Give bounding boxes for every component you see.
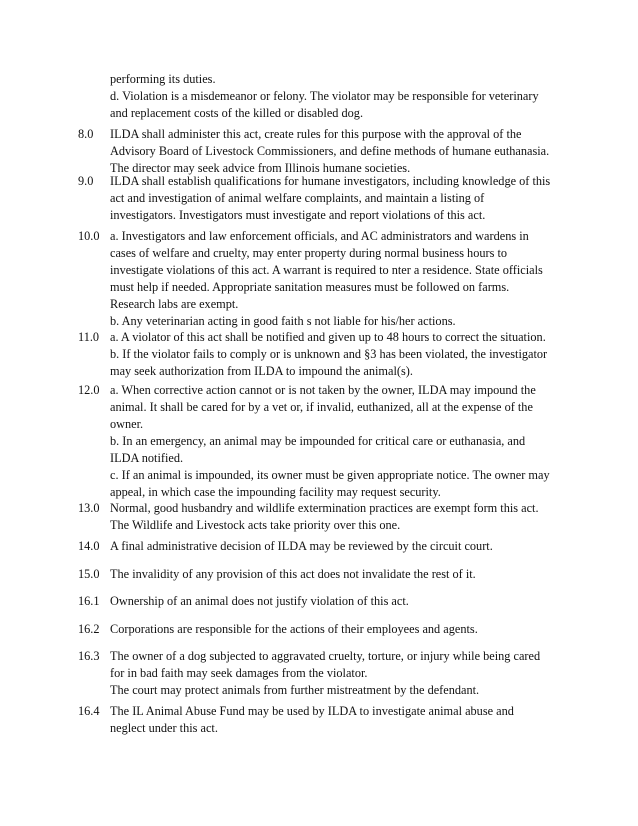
- section-body: [110, 566, 578, 583]
- section-number: 16.3: [78, 649, 100, 663]
- section-body: [110, 621, 578, 638]
- text-line: ILDA shall establish qualifications for humane investigators, including knowledge of this: [110, 174, 551, 188]
- section-body: [110, 648, 578, 699]
- text-line: Ownership of an animal does not justify violation of this act.: [110, 594, 409, 608]
- text-line: Advisory Board of Livestock Commissioners, and define methods of humane euthanasia.: [110, 144, 550, 158]
- text-line: cases of welfare and cruelty, may enter property during normal business hours to: [110, 246, 508, 260]
- section-number: 8.0: [78, 127, 94, 141]
- section-8-0: [78, 126, 578, 177]
- text-line: b. If the violator fails to comply or is unknown and §3 has been violated, the investigator: [110, 347, 548, 361]
- text-line: Research labs are exempt.: [110, 297, 239, 311]
- section-body: [110, 703, 578, 737]
- text-line: owner.: [110, 417, 144, 431]
- text-line: and replacement costs of the killed or disabled dog.: [110, 106, 364, 120]
- text-line: A final administrative decision of ILDA may be reviewed by the circuit court.: [110, 539, 493, 553]
- text-line: must help if needed. Appropriate sanitation measures must be followed on farms.: [110, 280, 510, 294]
- section-number: 15.0: [78, 567, 100, 581]
- section-number: 16.2: [78, 622, 100, 636]
- text-line: Corporations are responsible for the actions of their employees and agents.: [110, 622, 478, 636]
- section-number: 16.1: [78, 594, 100, 608]
- section-body: [110, 593, 578, 610]
- section-number: 14.0: [78, 539, 100, 553]
- section-15-0: [78, 566, 578, 583]
- text-line: c. If an animal is impounded, its owner must be given appropriate notice. The owner may: [110, 468, 550, 482]
- text-line: Normal, good husbandry and wildlife extermination practices are exempt form this act.: [110, 501, 539, 515]
- section-16-4: [78, 703, 578, 737]
- text-line: a. When corrective action cannot or is not taken by the owner, ILDA may impound the: [110, 383, 536, 397]
- text-line: performing its duties.: [110, 72, 216, 86]
- section-11-0: [78, 329, 578, 380]
- section-continued: [78, 71, 578, 122]
- text-line: The invalidity of any provision of this act does not invalidate the rest of it.: [110, 567, 476, 581]
- section-10-0: [78, 228, 578, 330]
- section-12-0: [78, 382, 578, 501]
- text-line: ILDA shall administer this act, create rules for this purpose with the approval of the: [110, 127, 522, 141]
- text-line: investigate violations of this act. A warrant is required to nter a residence. State officials: [110, 263, 543, 277]
- section-number: 13.0: [78, 501, 100, 515]
- text-line: The Wildlife and Livestock acts take priority over this one.: [110, 518, 401, 532]
- text-line: appeal, in which case the impounding facility may request security.: [110, 485, 441, 499]
- section-number: 12.0: [78, 383, 100, 397]
- text-line: d. Violation is a misdemeanor or felony. The violator may be responsible for veterinary: [110, 89, 539, 103]
- text-line: act and investigation of animal welfare complaints, and maintain a listing of: [110, 191, 485, 205]
- text-line: neglect under this act.: [110, 721, 218, 735]
- section-16-1: [78, 593, 578, 610]
- text-line: investigators. Investigators must investigate and report violations of this act.: [110, 208, 486, 222]
- text-line: a. A violator of this act shall be notified and given up to 48 hours to correct the situation.: [110, 330, 546, 344]
- text-line: a. Investigators and law enforcement officials, and AC administrators and wardens in: [110, 229, 529, 243]
- section-number: 11.0: [78, 330, 100, 344]
- section-body: [110, 538, 578, 555]
- section-body: [110, 173, 578, 224]
- section-body: [110, 126, 578, 177]
- section-body: [110, 228, 578, 330]
- section-13-0: [78, 500, 578, 534]
- section-number: 16.4: [78, 704, 100, 718]
- text-line: The director may seek advice from Illinois humane societies.: [110, 161, 411, 175]
- text-line: The court may protect animals from further mistreatment by the defendant.: [110, 683, 480, 697]
- text-line: The owner of a dog subjected to aggravated cruelty, torture, or injury while being cared: [110, 649, 541, 663]
- section-16-2: [78, 621, 578, 638]
- section-14-0: [78, 538, 578, 555]
- text-line: b. Any veterinarian acting in good faith s not liable for his/her actions.: [110, 314, 456, 328]
- section-body: [110, 382, 578, 501]
- section-body: [110, 329, 578, 380]
- text-line: ILDA notified.: [110, 451, 184, 465]
- text-line: The IL Animal Abuse Fund may be used by ILDA to investigate animal abuse and: [110, 704, 514, 718]
- section-body: [110, 500, 578, 534]
- section-16-3: [78, 648, 578, 699]
- section-number: 9.0: [78, 174, 94, 188]
- section-body: [110, 71, 578, 122]
- text-line: animal. It shall be cared for by a vet or, if invalid, euthanized, all at the expense of the: [110, 400, 533, 414]
- text-line: may seek authorization from ILDA to impound the animal(s).: [110, 364, 413, 378]
- section-9-0: [78, 173, 578, 224]
- text-line: for in bad faith may seek damages from the violator.: [110, 666, 368, 680]
- section-number: 10.0: [78, 229, 100, 243]
- text-line: b. In an emergency, an animal may be impounded for critical care or euthanasia, and: [110, 434, 526, 448]
